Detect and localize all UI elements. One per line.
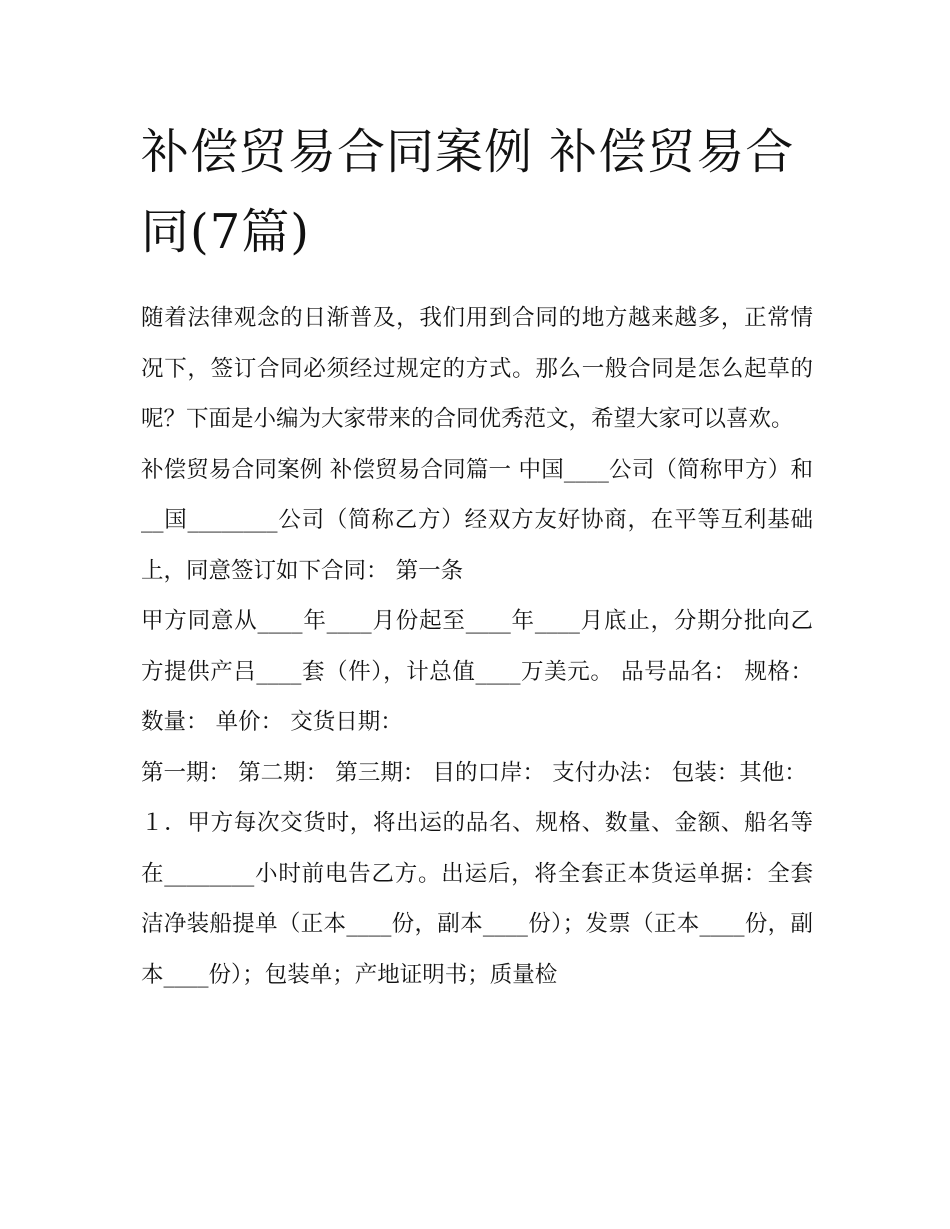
- delivery-clause-paragraph: １．甲方每次交货时，将出运的品名、规格、数量、金额、船名等在________小时前电告乙方。出运后，将全套正本货运单据：全套洁净装船提单（正本____份，副本____份）；发票（正本____份，副本____份）；包装单；产地证明书；质量检: [141, 810, 813, 988]
- contract-preamble-paragraph: 补偿贸易合同案例 补偿贸易合同篇一 中国____公司（简称甲方）和__国________公司（简称乙方）经双方友好协商，在平等互利基础上，同意签订如下合同： 第一条: [141, 456, 813, 584]
- document-page: [141, 112, 813, 1000]
- supply-terms-paragraph: 甲方同意从____年____月份起至____年____月底止，分期分批向乙方提供产吕____套（件），计总值____万美元。 品号品名： 规格： 数量： 单价： 交货日期：: [141, 608, 813, 735]
- intro-paragraph: 随着法律观念的日渐普及，我们用到合同的地方越来越多，正常情况下，签订合同必须经过规定的方式。那么一般合同是怎么起草的呢？下面是小编为大家带来的合同优秀范文，希望大家可以喜欢。: [141, 305, 813, 432]
- schedule-paragraph: 第一期： 第二期： 第三期： 目的口岸： 支付办法： 包装：其他：: [141, 759, 807, 786]
- document-title: 补偿贸易合同案例 补偿贸易合同(7篇): [141, 124, 795, 260]
